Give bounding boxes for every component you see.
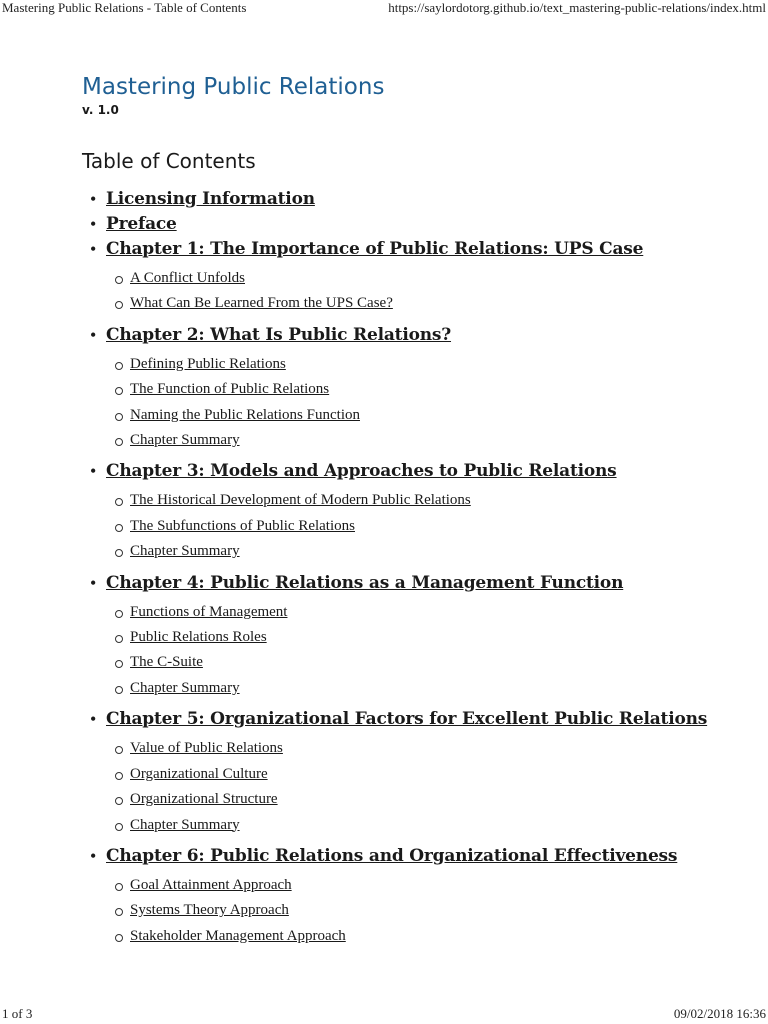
toc-subitem xyxy=(114,488,742,513)
toc-link-chapter-6[interactable]: Chapter 6: Public Relations and Organizational Effectiveness xyxy=(106,845,678,866)
toc-sublink[interactable]: Chapter Summary xyxy=(130,543,240,560)
toc-subitem xyxy=(114,600,742,625)
toc-subitem xyxy=(114,377,742,402)
page-number: 1 of 3 xyxy=(2,1006,33,1021)
toc-sublist xyxy=(106,352,742,454)
toc-sublink[interactable]: A Conflict Unfolds xyxy=(130,270,245,286)
toc-link-licensing[interactable]: Licensing Information xyxy=(106,189,315,209)
toc-link-chapter-2[interactable]: Chapter 2: What Is Public Relations? xyxy=(106,324,452,345)
toc-item xyxy=(90,212,742,237)
toc-subitem xyxy=(114,403,742,428)
toc-subitem xyxy=(114,266,742,291)
toc-subitem xyxy=(114,352,742,377)
print-header xyxy=(0,0,768,18)
toc-sublink[interactable]: The C-Suite xyxy=(130,654,203,671)
toc-link-preface[interactable]: Preface xyxy=(106,214,177,234)
toc-sublist xyxy=(106,600,742,702)
toc-subitem xyxy=(114,736,742,761)
toc-sublink[interactable]: Defining Public Relations xyxy=(130,355,286,372)
toc-subitem xyxy=(114,650,742,675)
toc-heading: Table of Contents xyxy=(82,149,256,173)
toc-sublink[interactable]: Organizational Structure xyxy=(130,791,278,808)
toc-item xyxy=(90,707,742,838)
toc-sublink[interactable]: Value of Public Relations xyxy=(130,740,283,757)
toc-list xyxy=(82,187,742,949)
toc-item xyxy=(90,323,742,454)
toc-subitem xyxy=(114,514,742,539)
toc-sublist xyxy=(106,736,742,838)
toc-sublink[interactable]: Systems Theory Approach xyxy=(130,902,289,919)
toc-link-chapter-4[interactable]: Chapter 4: Public Relations as a Management Function xyxy=(106,572,624,593)
toc-sublink[interactable]: Public Relations Roles xyxy=(130,629,267,646)
print-header-url: https://saylordotorg.github.io/text_mastering-public-relations/index.html xyxy=(388,0,766,15)
toc-subitem xyxy=(114,539,742,564)
toc-item xyxy=(90,844,742,949)
toc-sublink[interactable]: Functions of Management xyxy=(130,603,288,620)
book-title: Mastering Public Relations xyxy=(82,74,385,100)
toc-sublist xyxy=(106,873,742,949)
toc-item xyxy=(90,571,742,702)
toc-subitem xyxy=(114,428,742,453)
toc-link-chapter-3[interactable]: Chapter 3: Models and Approaches to Public Relations xyxy=(106,461,617,482)
toc-subitem xyxy=(114,291,742,316)
toc-sublink[interactable]: Goal Attainment Approach xyxy=(130,876,292,893)
toc-sublink[interactable]: The Function of Public Relations xyxy=(130,381,330,398)
toc-sublink[interactable]: Chapter Summary xyxy=(130,432,240,449)
toc-item xyxy=(90,187,742,212)
toc-link-chapter-1[interactable]: Chapter 1: The Importance of Public Relations: UPS Case xyxy=(106,239,644,259)
toc-subitem xyxy=(114,813,742,838)
toc-sublink[interactable]: Organizational Culture xyxy=(130,765,268,782)
toc-sublink[interactable]: The Historical Development of Modern Public Relations xyxy=(130,492,471,509)
toc-sublink[interactable]: What Can Be Learned From the UPS Case? xyxy=(130,295,393,312)
toc-sublist xyxy=(106,488,742,564)
toc-item xyxy=(90,459,742,564)
toc-sublink[interactable]: Naming the Public Relations Function xyxy=(130,406,360,423)
toc-subitem xyxy=(114,924,742,949)
print-datetime: 09/02/2018 16:36 xyxy=(673,1006,766,1021)
toc-sublink[interactable]: Chapter Summary xyxy=(130,679,240,696)
toc-link-chapter-5[interactable]: Chapter 5: Organizational Factors for Excellent Public Relations xyxy=(106,709,708,730)
toc-subitem xyxy=(114,676,742,701)
toc-subitem xyxy=(114,898,742,923)
toc-sublist xyxy=(106,266,742,317)
toc-subitem xyxy=(114,625,742,650)
print-footer xyxy=(0,1006,768,1024)
toc-subitem xyxy=(114,762,742,787)
toc-item xyxy=(90,237,742,317)
print-header-title: Mastering Public Relations - Table of Contents xyxy=(2,0,247,15)
toc-subitem xyxy=(114,873,742,898)
page-content xyxy=(82,72,742,955)
toc-sublink[interactable]: Stakeholder Management Approach xyxy=(130,927,346,944)
toc-sublink[interactable]: The Subfunctions of Public Relations xyxy=(130,517,355,534)
version-label: v. 1.0 xyxy=(82,103,119,117)
toc-sublink[interactable]: Chapter Summary xyxy=(130,816,240,833)
toc-subitem xyxy=(114,787,742,812)
